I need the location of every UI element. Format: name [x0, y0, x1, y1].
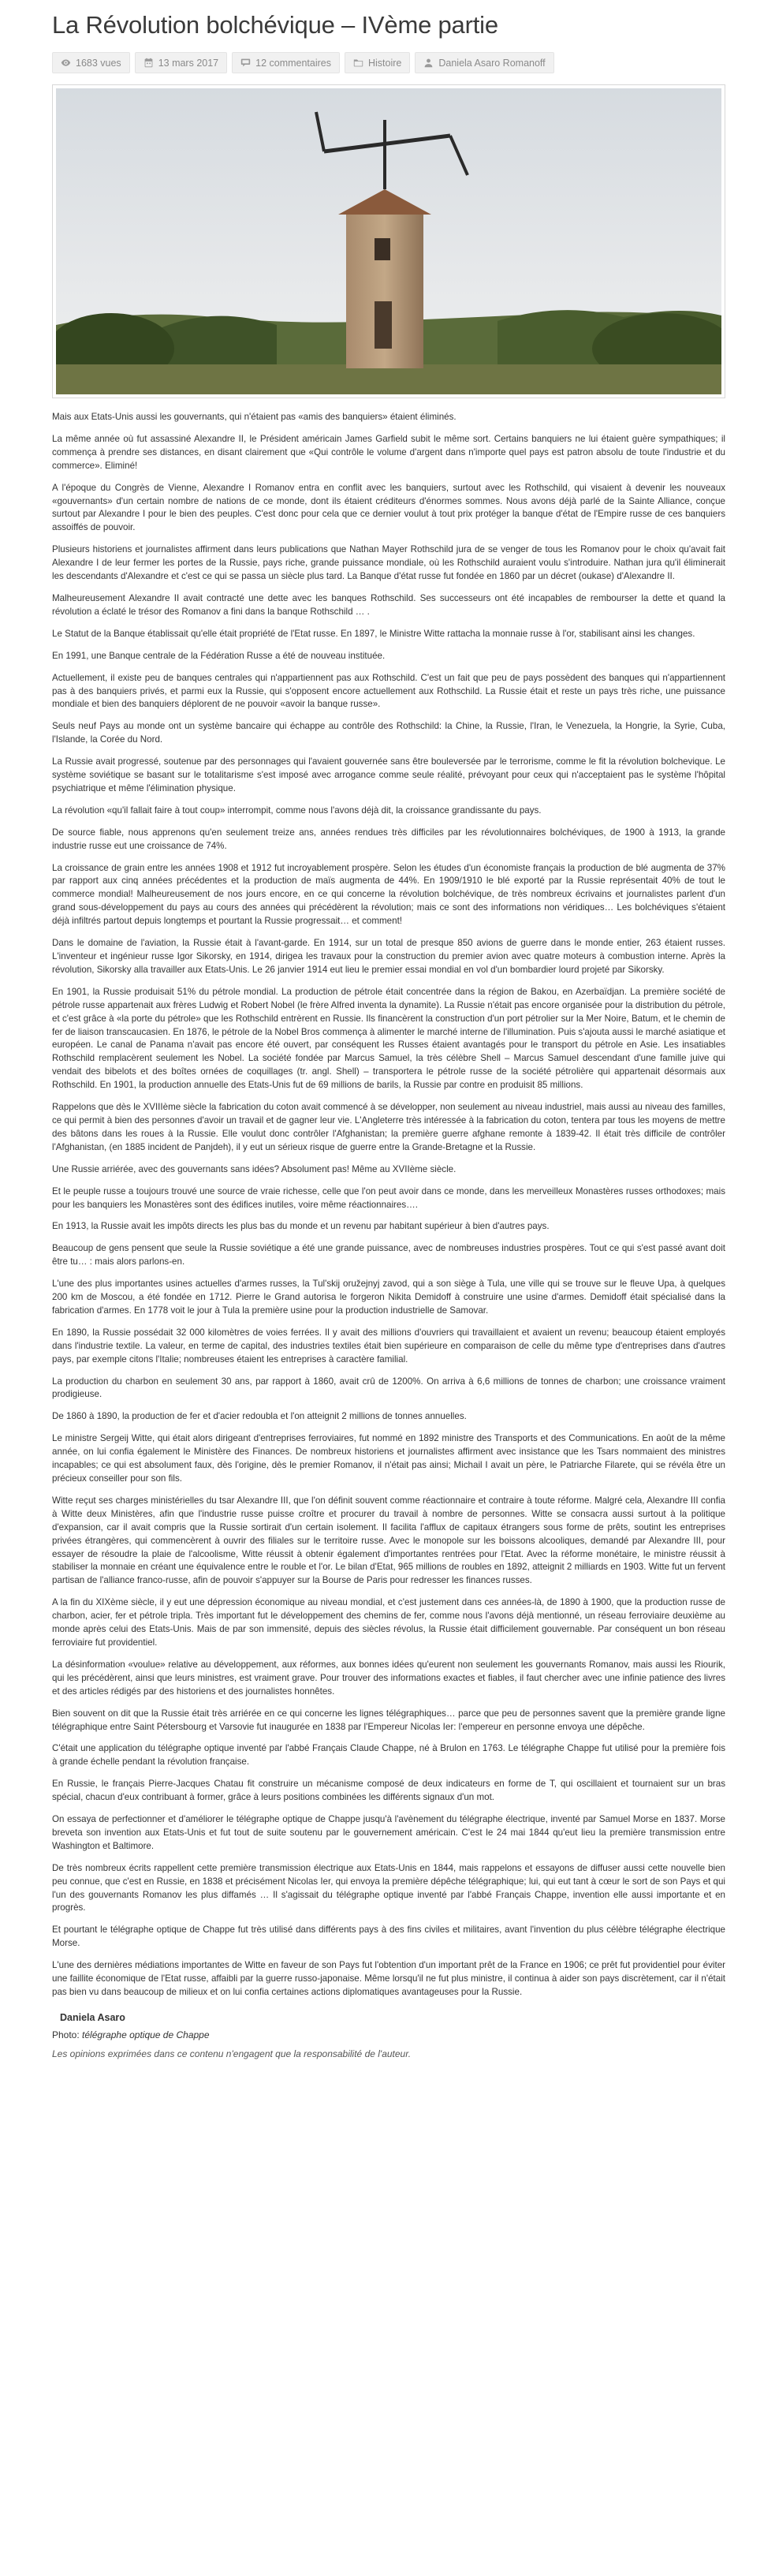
category-text: Histoire	[368, 57, 402, 69]
user-icon	[423, 58, 434, 68]
article-title: La Révolution bolchévique – IVème partie	[52, 11, 498, 39]
paragraph: De très nombreux écrits rappellent cette première transmission électrique aux Etats-Unis en 1844, mais rappelons et essayons de diffuser aussi cette nouvelle bien peu connue, que c'est en Russie, en 1838 et précisément Nicolas Ier, qui envoya la première dépêche télégraphique; lui, qui eut tant à cœur le sort de son Pays et qui l'un des gouvernants Romanov les plus diffamés … Il s'agissait du télégraphe optique inventé par l'abbé Français Chappe, invention elle aussi importante et en progrès.	[52, 1862, 725, 1913]
paragraph: La production du charbon en seulement 30 ans, par rapport à 1860, avait crû de 1200%. On arriva à 6,6 millions de tonnes de charbon; une croissance vraiment prodigieuse.	[52, 1376, 725, 1400]
paragraph: En 1890, la Russie possédait 32 000 kilomètres de voies ferrées. Il y avait des millions d'ouvriers qui travaillaient et avaient un revenu; beaucoup étaient employés dans l'industrie textile. La valeur, en terme de capital, des industries textiles était bien supérieure en comparaison de celle du même type d'entreprises dans d'autres pays, par exemple citons l'Italie; nombreuses étaient les entreprises à caractère familial.	[52, 1327, 725, 1365]
paragraph: En Russie, le français Pierre-Jacques Chatau fit construire un mécanisme composé de deux indicateurs en forme de T, qui oscillaient et tournaient sur un bras spécial, chacun d'eux contribuant à former, grâce à leurs positions combinées les différents signaux d'un mot.	[52, 1779, 725, 1803]
paragraph: Actuellement, il existe peu de banques centrales qui n'appartiennent pas aux Rothschild. C'est un fait que peu de pays possèdent des banques qui n'appartiennent pas à des banquiers privés, et parmi eux la Russie, qui s'opposent encore actuellement aux Rothschild. La Russie était et reste un pays très riche, une puissance mondiale et bien des banquiers déplorent de ne pouvoir «avoir la banque russe».	[52, 672, 725, 710]
folder-icon	[353, 58, 363, 68]
paragraph: L'une des plus importantes usines actuelles d'armes russes, la Tul'skij oružejnyj zavod, qui a son siège à Tula, une ville qui se trouve sur le fleuve Upa, à quelques 200 km de Moscou, a été fondée en 1712. Pierre le Grand autorisa le forgeron Nikita Demidoff à construire une usine d'armes. Demidoff était spécialisé dans la fabrication d'armes. En 1778 voit le jour à Tula la première usine pour la production industrielle de Samovar.	[52, 1279, 725, 1316]
paragraph: La croissance de grain entre les années 1908 et 1912 fut incroyablement prospère. Selon les études d'un économiste français la production de blé augmenta de 37% par rapport aux cinq années précédentes et la production de maïs augmenta de 44%. En 1909/1910 le blé exporté par la Russie représentait 40% de tout le commerce mondial! Malheureusement de nos jours encore, en ce qui concerne la révolution bolchévique, de très nombreux écrivains et journalistes parlent d'un grand sous-développement du pays au cours des années qui précédèrent la révolution; mais ce sont des informations non véridiques… Les bolchéviques s'étaient déjà infiltrés partout depuis longtemps et pourtant la Russie progressait… et comment!	[52, 862, 725, 927]
paragraph: Une Russie arriérée, avec des gouvernants sans idées? Absolument pas! Même au XVIIème siècle.	[52, 1163, 457, 1174]
photo-credit	[52, 2029, 725, 2040]
paragraph: Et pourtant le télégraphe optique de Chappe fut très utilisé dans différents pays à des fins civiles et militaires, avant l'invention du plus célèbre télégraphe électrique Morse.	[52, 1925, 725, 1949]
paragraph: Le ministre Sergeij Witte, qui était alors dirigeant d'entreprises ferroviaires, fut nommé en 1892 ministre des Transports et des Communications. En août de la même année, on lui confia également le Ministère des Finances. De nombreux historiens et journalistes affirment avec insistance que les Tsars nommaient des ministres incapables; ce qui est absolument faux, dès l'origine, dès le premier Romanov, il n'était pas ainsi; Michail I avait un père, le Patriarche Filarete, qui se révéla être un précieux conseiller pour son fils.	[52, 1433, 725, 1484]
article-body	[52, 411, 725, 1999]
paragraph: En 1901, la Russie produisait 51% du pétrole mondial. La production de pétrole était concentrée dans la région de Bakou, en Azerbaïdjan. La première société de pétrole russe appartenait aux frères Ludwig et Robert Nobel (le frère Alfred inventa la dynamite). La Russie n'était pas encore organisée pour la distribution du pétrole, et c'est grâce à «la porte du pétrole» que les Rothschild entrèrent en Russie. Ils financèrent la construction d'un port pétrolier sur la Mer Noire, Batum, et le chemin de fer de liaison transcaucasien. En 1876, le pétrole de la Nobel Bros commença à alimenter le marché interne de l'illumination. Puis s'ajouta aussi le marché asiatique et européen. Le canal de Panama n'avait pas encore été ouvert, par conséquent les Russes étaient avantagés pour le transport du pétrole en Asie. Les insatiables Rothschild remplacèrent seulement les Nobel. La société fondée par Marcus Samuel, la très célèbre Shell – Marcus Samuel descendant d'une famille juive qui vendait des bibelots et des boîtes ornées de coquillages (tr. angl. Shell) – transportera le pétrole russe de la société pétrolière qui appartenait désormais aux Rothschild. En 1901, la production annuelle des Etats-Unis fut de 69 millions de barils, la Russie par contre en produisit 85 millions.	[52, 986, 725, 1091]
comments-link[interactable]	[232, 52, 340, 73]
calendar-icon	[143, 58, 154, 68]
paragraph: L'une des dernières médiations importantes de Witte en faveur de son Pays fut l'obtention d'un important prêt de la France en 1906; ce prêt fut providentiel pour éviter une faillite économique de l'Etat russe, affaibli par la guerre russo-japonaise. Même lorsqu'il ne fut plus ministre, il continua à aider son pays discrètement, car il n'était pas bien vu dans beaucoup de milieux et on lui confia certaines actions diplomatiques avantageuses pour la Russie.	[52, 1960, 725, 1997]
paragraph: La révolution «qu'il fallait faire à tout coup» interrompit, comme nous l'avons déjà dit, la croissance grandissante du pays.	[52, 805, 542, 816]
article-image	[52, 84, 725, 398]
date-text: 13 mars 2017	[158, 57, 219, 69]
paragraph: Malheureusement Alexandre II avait contracté une dette avec les banques Rothschild. Ses successeurs ont été incapables de rembourser la dette et quand la révolution a éclaté le trésor des Romanov a fini dans la banque Rothschild … .	[52, 592, 725, 617]
eye-icon	[61, 58, 71, 68]
author-text: Daniela Asaro Romanoff	[438, 57, 546, 69]
chappe-telegraph-photo	[56, 88, 721, 394]
paragraph: Seuls neuf Pays au monde ont un système bancaire qui échappe au contrôle des Rothschild: la Chine, la Russie, l'Iran, le Venezuela, la Hongrie, la Syrie, Cuba, l'Islande, la Corée du Nord.	[52, 721, 725, 745]
paragraph: De source fiable, nous apprenons qu'en seulement treize ans, années rendues très difficiles par les révolutionnaires bolchéviques, de 1900 à 1913, la grande industrie russe eut une croissance de 74%.	[52, 827, 725, 851]
paragraph: A la fin du XIXème siècle, il y eut une dépression économique au niveau mondial, et c'est justement dans ces années-là, de 1890 à 1900, que la production russe de charbon, acier, fer et pétrole tripla. Très important fut le développement des chemins de fer, comme nous l'avons déjà mentionné, un réseau ferroviaire deuxième au monde après celui des Etats-Unis. Mais de par son immensité, depuis des siècles révolus, la Russie était difficilement gouvernable. Par conséquent un bon réseau ferroviaire fut providentiel.	[52, 1597, 725, 1648]
comments-text: 12 commentaires	[255, 57, 331, 69]
paragraph: La même année où fut assassiné Alexandre II, le Président américain James Garfield subit le même sort. Certains banquiers ne lui étaient guère sympathiques; il commença à prendre ses distances, en disant clairement que «Qui contrôle le volume d'argent dans n'importe quel pays est patron absolu de toute l'industrie et du commerce». Eliminé!	[52, 433, 725, 471]
date-badge	[135, 52, 227, 73]
paragraph: Dans le domaine de l'aviation, la Russie était à l'avant-garde. En 1914, sur un total de presque 850 avions de guerre dans le monde entier, 263 étaient russes. L'inventeur et ingénieur russe Igor Sikorsky, en 1914, dirigea les travaux pour la construction du premier avion avec quatre moteurs à combustion interne. Après la révolution, Sikorsky alla travailler aux Etats-Unis. Le 26 janvier 1914 eut lieu le premier essai mondial en vol d'un bombardier lourd projeté par Sikorsky.	[52, 938, 725, 975]
article-meta	[52, 52, 725, 73]
paragraph: Le Statut de la Banque établissait qu'elle était propriété de l'Etat russe. En 1897, le Ministre Witte rattacha la monnaie russe à l'or, stabilisant ainsi les changes.	[52, 628, 695, 639]
paragraph: La Russie avait progressé, soutenue par des personnages qui l'avaient gouvernée sans être bouleversée par le terrorisme, comme le fit la révolution bolchevique. Le système soviétique se basant sur le totalitarisme s'est imposé avec arrogance comme seule réalité, prévoyant pour ceux qui n'acceptaient pas le système l'hôpital psychiatrique et même l'élimination physique.	[52, 756, 725, 793]
paragraph: Rappelons que dès le XVIIIème siècle la fabrication du coton avait commencé à se développer, non seulement au niveau industriel, mais aussi au niveau des familles, ce qui permit à bien des personnes d'avoir un travail et de gagner leur vie. L'Angleterre très intéressée à la fabrication du coton, tentera par tous les moyens de mettre des bâtons dans les roues à la Russie. Elle voulut donc contrôler l'Afghanistan; la première guerre afghane remonte à 1839-42. Il était très difficile de contrôler l'Afghanistan, (en 1885 incident de Panjdeh), il y eut un sérieux risque de guerre entre la Grande-Bretagne et la Russie.	[52, 1102, 725, 1152]
views-text: 1683 vues	[76, 57, 121, 69]
disclaimer: Les opinions exprimées dans ce contenu n'engagent que la responsabilité de l'auteur.	[52, 2048, 412, 2059]
author-link[interactable]	[415, 52, 553, 73]
paragraph: Witte reçut ses charges ministérielles du tsar Alexandre III, que l'on définit souvent comme réactionnaire et contraire à toute réforme. Malgré cela, Alexandre III confia à Witte deux Ministères, afin que l'industrie russe puisse croître et procurer du travail à nombre de personnes. Witte se consacra aussi surtout à la politique d'expansion, car il avait compris que la Russie sortirait d'un certain isolement. Il facilita l'afflux de capitaux étrangers sous forme de prêts, soutint les entreprises privées étrangères, qui commencèrent à ouvrir des filiales sur le territoire russe. Avec le monopole sur les boissons alcooliques, demandé par Alexandre III, pour essayer de résoudre la plaie de l'alcoolisme, Witte réussit à obtenir également d'importantes rentrées pour l'Etat. Avec la réforme monétaire, le ministre réussit à stabiliser la monnaie en créant une équivalence entre le rouble et l'or. Le bilan d'Etat, 965 millions de roubles en 1892, atteignit 2 milliards en 1903. Witte fut un fervent partisan de l'alliance franco-russe, afin de pouvoir s'appuyer sur la Bourse de Paris pour redresser les finances russes.	[52, 1495, 725, 1586]
paragraph: Et le peuple russe a toujours trouvé une source de vraie richesse, celle que l'on peut avoir dans ce monde, dans les merveilleux Monastères russes orthodoxes; mais pour les banquiers les Monastères sont des édifices inutiles, voire même réactionnaires….	[52, 1185, 725, 1210]
photo-credit-value: télégraphe optique de Chappe	[82, 2029, 210, 2040]
views-badge	[52, 52, 130, 73]
paragraph: En 1991, une Banque centrale de la Fédération Russe a été de nouveau instituée.	[52, 650, 386, 661]
paragraph: On essaya de perfectionner et d'améliorer le télégraphe optique de Chappe jusqu'à l'avènement du télégraphe électrique, inventé par Samuel Morse en 1837. Morse breveta son invention aux Etats-Unis et fut tout de suite soutenu par le gouvernement américain. C'est le 24 mai 1844 qu'eut lieu la première transmission entre Washington et Baltimore.	[52, 1814, 725, 1851]
paragraph: Beaucoup de gens pensent que seule la Russie soviétique a été une grande puissance, avec de nombreuses industries prospères. Tout ce qui s'est passé avant doit être tu… : mais alors parlons-en.	[52, 1243, 725, 1267]
author-signature: Daniela Asaro	[60, 2011, 125, 2023]
paragraph: En 1913, la Russie avait les impôts directs les plus bas du monde et un revenu par habitant supérieur à bien d'autres pays.	[52, 1221, 550, 1232]
comments-icon	[240, 58, 251, 68]
category-link[interactable]	[345, 52, 410, 73]
photo-credit-label: Photo:	[52, 2029, 80, 2040]
paragraph: La désinformation «voulue» relative au développement, aux réformes, aux bonnes idées qu'eurent non seulement les gouvernants Romanov, mais aussi les Riourik, qui les précédèrent, ainsi que leurs ministres, est vraiment grave. Pour trouver des informations exactes et fiables, il faut chercher avec une infinie patience des livres et des articles rédigés par des historiens et des journalistes honnêtes.	[52, 1659, 725, 1697]
paragraph: A l'époque du Congrès de Vienne, Alexandre I Romanov entra en conflit avec les banquiers, surtout avec les Rothschild, qui visaient à devenir les nouveaux «gouvernants» d'un certain nombre de nations de ce monde, dont ils étaient créditeurs d'énormes sommes. Nous avons déjà parlé de la Sainte Alliance, conçue surtout par Alexandre I pour le bien des peuples. C'est donc pour cela que ce dernier voulut à tout prix protéger la banque d'état de l'Empire russe de ces banquiers assoiffés de pouvoir.	[52, 482, 725, 533]
paragraph: De 1860 à 1890, la production de fer et d'acier redoubla et l'on atteignit 2 millions de tonnes annuelles.	[52, 1411, 467, 1422]
paragraph: Mais aux Etats-Unis aussi les gouvernants, qui n'étaient pas «amis des banquiers» étaient éliminés.	[52, 412, 457, 422]
paragraph: Bien souvent on dit que la Russie était très arriérée en ce qui concerne les lignes télégraphiques… parce que peu de personnes savent que la première grande ligne télégraphique entre Saint Pétersbourg et Varsovie fut inaugurée en 1838 par l'Empereur Nicolas Ier: l'empereur en personne envoya une dépêche.	[52, 1708, 725, 1732]
paragraph: C'était une application du télégraphe optique inventé par l'abbé Français Claude Chappe, né à Brulon en 1763. Le télégraphe Chappe fut utilisé pour la première fois à grande échelle pendant la révolution française.	[52, 1743, 725, 1768]
paragraph: Plusieurs historiens et journalistes affirment dans leurs publications que Nathan Mayer Rothschild jura de se venger de tous les Romanov pour le choix qu'avait fait Alexandre I de leur fermer les portes de la Russie, pays riche, grande puissance mondiale, où les Rothschild auraient voulu s'introduire. Nathan jura qu'il éliminerait les descendants d'Alexandre et c'est ce qui se passa un siècle plus tard. La Banque d'état russe fut fondée en 1860 par un décret (oukase) d'Alexandre II.	[52, 544, 725, 582]
